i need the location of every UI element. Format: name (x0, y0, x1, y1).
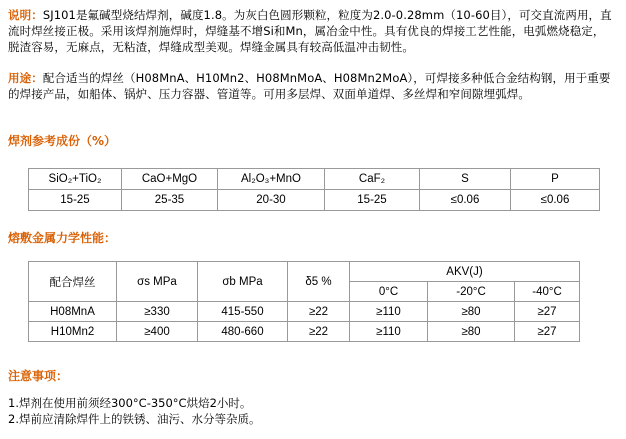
table-cell: 480-660 (198, 322, 288, 342)
table-cell: ≥80 (428, 322, 515, 342)
table-cell: H08MnA (29, 302, 117, 322)
composition-header-row (29, 169, 600, 190)
composition-header-cell: CaF₂ (325, 169, 420, 190)
composition-header-cell: S (420, 169, 511, 190)
composition-value-cell: 15-25 (325, 190, 420, 211)
composition-table (28, 168, 600, 211)
table-cell: ≥27 (515, 322, 580, 342)
table-cell: ≥27 (515, 302, 580, 322)
akv-temp-cell: -20°C (428, 282, 515, 302)
mechanical-header-row (29, 262, 580, 282)
composition-value-cell: ≤0.06 (420, 190, 511, 211)
description-text: SJ101是氟碱型烧结焊剂，碱度1.8。为灰白色圆形颗粒，粒度为2.0-0.28mm（10-60目），可交直流两用，直流时焊丝接正极。采用该焊剂施焊时，焊缝基不增Si和Mn，属冶金中性。具有优良的焊接工艺性能，电弧燃烧稳定，脱渣容易，无麻点，无粘渣，焊缝成型美观。焊缝金属具有较高低温冲击韧性。 (8, 8, 612, 54)
table-cell: ≥400 (117, 322, 198, 342)
composition-header-cell: SiO₂+TiO₂ (29, 169, 122, 190)
notes-list (8, 395, 260, 427)
composition-header-cell: P (511, 169, 600, 190)
list-item: 1.焊剂在使用前须经300°C-350°C烘焙2小时。 (8, 396, 252, 410)
notes-heading: 注意事项： (8, 369, 69, 383)
usage-paragraph (8, 70, 612, 102)
mechanical-heading: 熔敷金属力学性能： (8, 231, 117, 245)
description-paragraph (8, 7, 612, 55)
mechanical-table (28, 261, 580, 342)
table-row (29, 322, 580, 342)
tensile-strength-header: σb MPa (198, 262, 288, 302)
usage-text: 配合适当的焊丝（H08MnA、H10Mn2、H08MnMoA、H08Mn2MoA），可焊接多种低合金结构钢，用于重要的焊接产品，如船体、锅炉、压力容器、管道等。可用多层焊、双面单道焊、多丝焊和窄间隙埋弧焊。 (8, 71, 611, 101)
table-cell: 415-550 (198, 302, 288, 322)
akv-header: AKV(J) (350, 262, 580, 282)
composition-value-row (29, 190, 600, 211)
table-cell: ≥22 (288, 302, 350, 322)
composition-header-cell: Al₂O₃+MnO (218, 169, 325, 190)
description-label: 说明： (8, 8, 43, 22)
composition-header-cell: CaO+MgO (122, 169, 218, 190)
wire-header: 配合焊丝 (29, 262, 117, 302)
table-row (29, 302, 580, 322)
akv-temp-cell: 0°C (350, 282, 428, 302)
table-cell: ≥80 (428, 302, 515, 322)
yield-strength-header: σs MPa (117, 262, 198, 302)
composition-value-cell: 15-25 (29, 190, 122, 211)
elongation-header: δ5 % (288, 262, 350, 302)
table-cell: ≥22 (288, 322, 350, 342)
usage-label: 用途： (8, 71, 43, 85)
composition-value-cell: ≤0.06 (511, 190, 600, 211)
akv-temp-cell: -40°C (515, 282, 580, 302)
table-cell: ≥110 (350, 322, 428, 342)
composition-value-cell: 25-35 (122, 190, 218, 211)
table-cell: H10Mn2 (29, 322, 117, 342)
table-cell: ≥110 (350, 302, 428, 322)
table-cell: ≥330 (117, 302, 198, 322)
composition-heading: 焊剂参考成份（%） (8, 134, 117, 148)
list-item: 2.焊前应清除焊件上的铁锈、油污、水分等杂质。 (8, 412, 261, 426)
composition-value-cell: 20-30 (218, 190, 325, 211)
